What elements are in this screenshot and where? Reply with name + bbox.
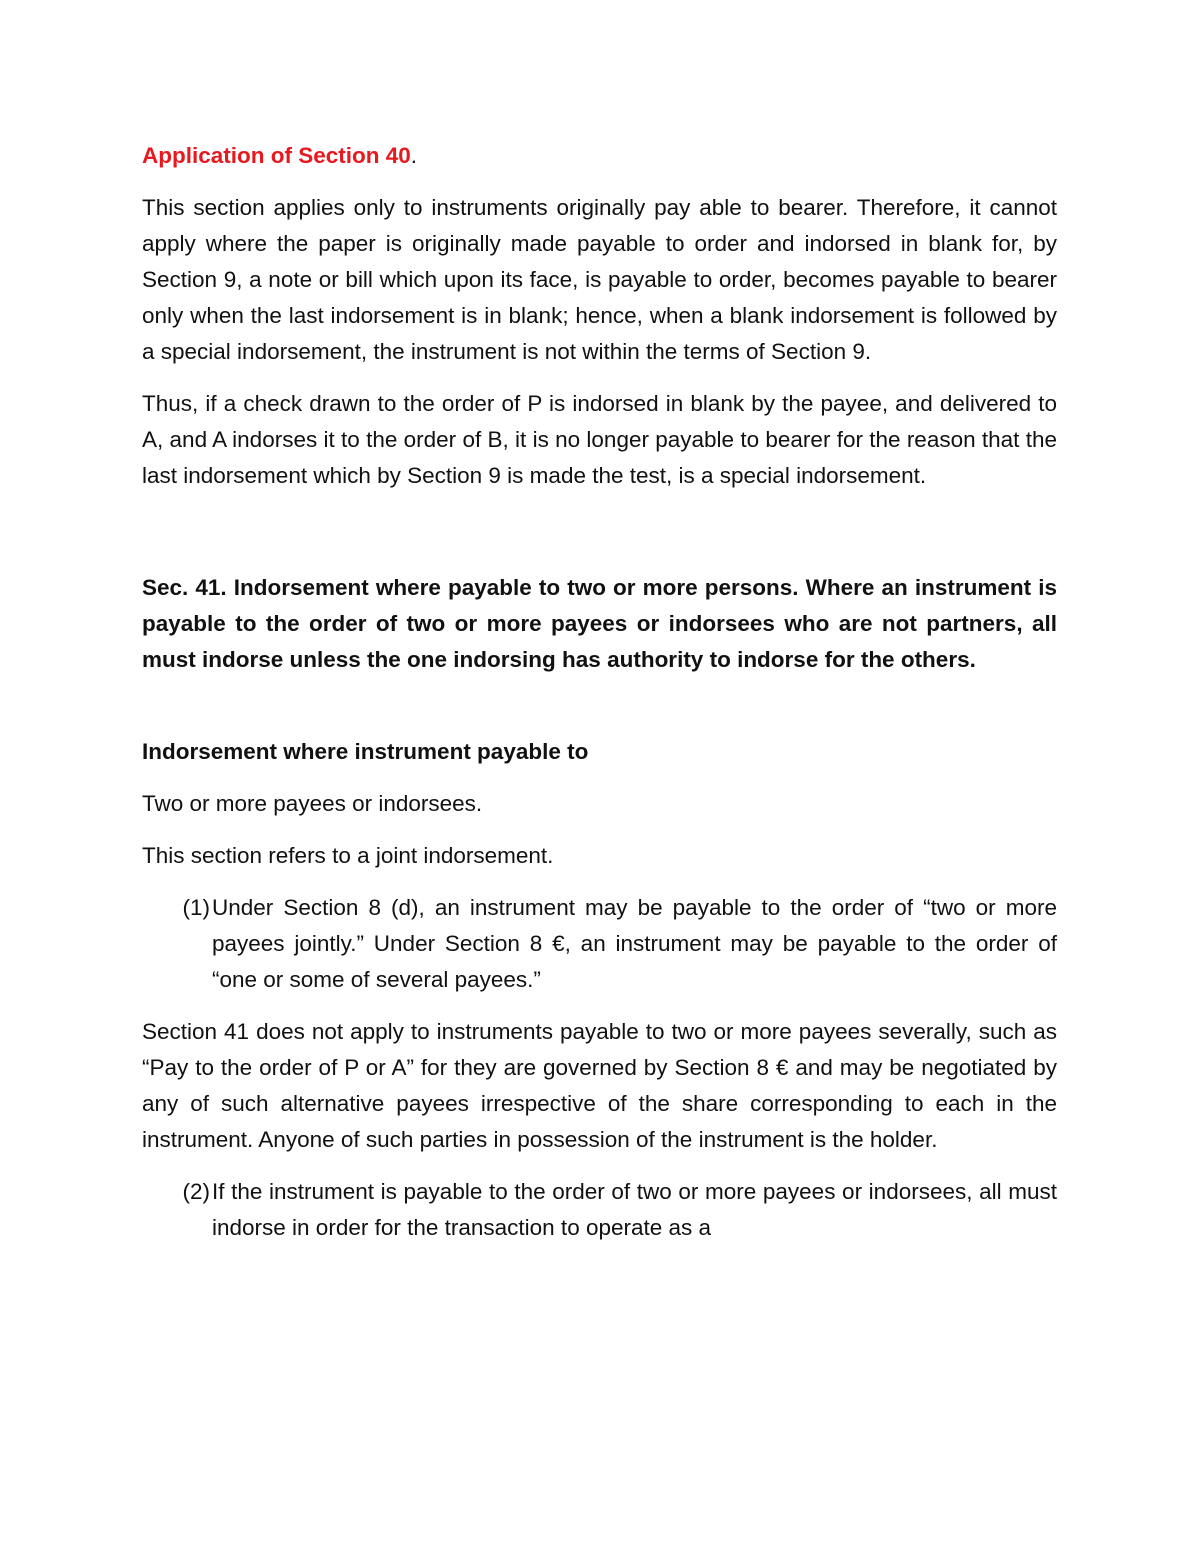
joint-line-1: Two or more payees or indorsees. — [142, 791, 483, 816]
section-40-heading-period: . — [410, 143, 418, 168]
document-page — [142, 138, 1057, 1262]
list-item-1 — [142, 890, 1057, 998]
joint-indorsement-subheading: Indorsement where instrument payable to — [142, 739, 589, 764]
spacer — [142, 678, 1057, 734]
joint-line-2: This section refers to a joint indorsement. — [142, 843, 554, 868]
section-40-heading-text: Application of Section 40 — [142, 143, 411, 168]
section-40-paragraph-2: Thus, if a check drawn to the order of P is indorsed in blank by the payee, and delivered to A, and A indorses it to the order of B, it is no longer payable to bearer for the reason that the last indorsement which by Section 9 is made the test, is a special indorsement. — [142, 391, 1057, 488]
section-40-heading — [142, 138, 1057, 174]
spacer — [142, 510, 1057, 570]
list-item-2-number: (2) — [182, 1179, 210, 1204]
section-40-paragraph-1: This section applies only to instruments originally pay able to bearer. Therefore, it cannot apply where the paper is originally made payable to order and indorsed in blank for, by Section 9, a note or bill which upon its face, is payable to order, becomes payable to bearer only when the last indorsement is in blank; hence, when a blank indorsement is followed by a special indorsement, the instrument is not within the terms of Section 9. — [142, 195, 1057, 364]
section-41-provision: Sec. 41. Indorsement where payable to two or more persons. Where an instrument is payable to the order of two or more payees or indorsees who are not partners, all must indorse unless the one indorsing has authority to indorse for the others. — [142, 575, 1057, 672]
joint-paragraph-3: Section 41 does not apply to instruments payable to two or more payees severally, such as “Pay to the order of P or A” for they are governed by Section 8 € and may be negotiated by any of such alternative payees irrespective of the share corresponding to each in the instrument. Anyone of such parties in possession of the instrument is the holder. — [142, 1019, 1057, 1152]
list-item-1-number: (1) — [182, 895, 210, 920]
list-item-1-text: Under Section 8 (d), an instrument may be payable to the order of “two or more payees jointly.” Under Section 8 €, an instrument may be payable to the order of “one or some of several payees.” — [212, 895, 1057, 992]
list-item-2-text: If the instrument is payable to the order of two or more payees or indorsees, all must indorse in order for the transaction to operate as a — [212, 1179, 1057, 1240]
list-item-2 — [142, 1174, 1057, 1246]
